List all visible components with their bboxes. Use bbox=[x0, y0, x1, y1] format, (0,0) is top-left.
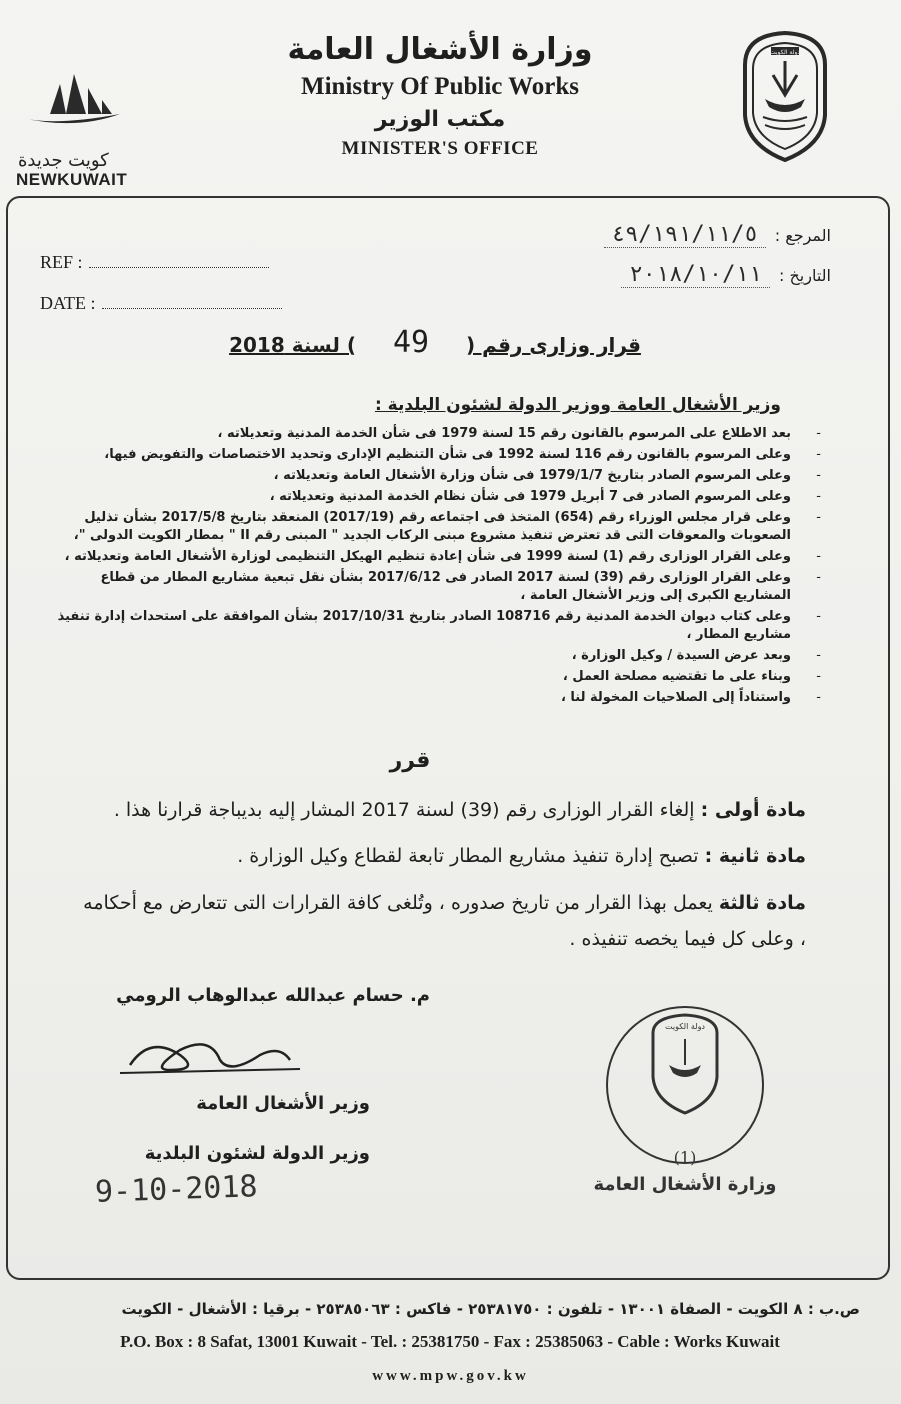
clause-item: - وعلى المرسوم الصادر فى 7 أبريل 1979 فى شأن نظام الخدمة المدنية وتعديلاته ، bbox=[41, 488, 801, 506]
ministry-stamp bbox=[565, 1005, 805, 1205]
handwritten-date: 9-10-2018 bbox=[94, 1169, 259, 1210]
ref-label-ar: المرجع : bbox=[774, 226, 831, 245]
decision-title bbox=[200, 325, 670, 360]
article-label: مادة ثالثة bbox=[718, 892, 806, 914]
article-text: يعمل بهذا القرار من تاريخ صدوره ، وتُلغى كافة القرارات التى تتعارض مع أحكامه ، وعلى كل فيما يخصه تنفيذه . bbox=[83, 892, 806, 950]
ministry-name-ar: وزارة الأشغال العامة bbox=[287, 32, 593, 67]
footer-english: P.O. Box : 8 Safat, 13001 Kuwait - Tel. : 25381750 - Fax : 25385063 - Cable : Works Kuwait bbox=[120, 1332, 780, 1351]
signer-name: م. حسام عبدالله عبدالوهاب الرومي bbox=[116, 985, 430, 1006]
emblem-top-label: دولة الكويت bbox=[770, 49, 800, 56]
article-label: مادة أولى : bbox=[700, 799, 806, 821]
ministry-name-en: Ministry Of Public Works bbox=[300, 73, 580, 100]
signer-title-2: وزير الدولة لشئون البلدية bbox=[144, 1143, 370, 1164]
decision-prefix: قرار وزارى رقم ( bbox=[466, 333, 641, 357]
article-one bbox=[76, 792, 806, 828]
logo-arabic-text: كويت جديدة bbox=[18, 150, 109, 171]
ref-arabic bbox=[604, 222, 831, 248]
clause-item: - وبعد عرض السيدة / وكيل الوزارة ، bbox=[41, 647, 801, 665]
stamp-top-label: دولة الكويت bbox=[665, 1022, 705, 1031]
article-text: تصبح إدارة تنفيذ مشاريع المطار تابعة لقطاع وكيل الوزارة . bbox=[237, 845, 699, 867]
article-three bbox=[76, 885, 806, 957]
footer-website: www.mpw.gov.kw bbox=[372, 1368, 529, 1384]
clause-item: - وعلى القرار الوزارى رقم (39) لسنة 2017 الصادر فى 2017/6/12 بشأن نقل تبعية مشاريع المطار من قطاع المشاريع الكبرى إلى وزير الأشغال العامة ، bbox=[41, 569, 801, 605]
date-label-ar: التاريخ : bbox=[778, 266, 831, 285]
ref-english: REF : bbox=[40, 252, 269, 273]
clause-item: - وعلى المرسوم الصادر بتاريخ 1979/1/7 فى شأن وزارة الأشغال العامة وتعديلاته ، bbox=[41, 467, 801, 485]
handwritten-signature bbox=[110, 1025, 310, 1085]
decision-heading: قرر bbox=[389, 748, 431, 773]
date-arabic bbox=[621, 262, 831, 288]
article-text: إلغاء القرار الوزارى رقم (39) لسنة 2017 المشار إليه بديباجة قرارنا هذا . bbox=[113, 799, 695, 821]
ref-label-en: REF bbox=[40, 252, 74, 272]
date-english: DATE : bbox=[40, 293, 282, 314]
kuwait-emblem-icon bbox=[735, 25, 835, 165]
date-label-en: DATE bbox=[40, 293, 86, 313]
date-dotted-line bbox=[102, 294, 282, 309]
date-value: ٢٠١٨/١٠/١١ bbox=[621, 262, 769, 288]
footer-arabic: ص.ب : ٨ الكويت - الصفاة ١٣٠٠١ - تلفون : ٢٥٣٨١٧٥٠ - فاكس : ٢٥٣٨٥٠٦٣ - برقيا : الأشغال - الكويت bbox=[121, 1300, 860, 1318]
dhow-sail-icon bbox=[16, 50, 126, 150]
clause-item: - وعلى القرار الوزارى رقم (1) لسنة 1999 فى شأن إعادة تنظيم الهيكل التنظيمى لوزارة الأشغال العامة وتعديلاته ، bbox=[41, 548, 801, 566]
signer-title-1: وزير الأشغال العامة bbox=[196, 1093, 370, 1114]
letterhead bbox=[260, 30, 620, 162]
clause-item: - بعد الاطلاع على المرسوم بالقانون رقم 15 لسنة 1979 فى شأن الخدمة المدنية وتعديلاته ، bbox=[41, 425, 801, 443]
ref-value: ٤٩/١٩١/١١/٥ bbox=[604, 222, 766, 248]
minister-heading: وزير الأشغال العامة ووزير الدولة لشئون البلدية : bbox=[374, 395, 781, 415]
clause-item: - واستناداً إلى الصلاحيات المخولة لنا ، bbox=[41, 689, 801, 707]
office-name-ar: مكتب الوزير bbox=[374, 107, 506, 132]
decision-number: 49 bbox=[392, 325, 430, 360]
preamble-clauses bbox=[41, 425, 801, 710]
clause-item: - وعلى قرار مجلس الوزراء رقم (654) المتخذ فى اجتماعه رقم (2017/19) المنعقد بتاريخ 2017/5/8 بشأن تذليل الصعوبات والمعوقات التى قد تعترض تنفيذ مشروع مبنى الركاب الجديد " المبنى رقم II " بمطار الكويت الدولى "، bbox=[41, 509, 801, 545]
ref-dotted-line bbox=[89, 253, 269, 268]
clause-item: - وبناء على ما تقتضيه مصلحة العمل ، bbox=[41, 668, 801, 686]
article-two bbox=[76, 838, 806, 874]
office-name-en: MINISTER'S OFFICE bbox=[341, 138, 539, 159]
decision-suffix: ) لسنة 2018 bbox=[229, 333, 356, 357]
stamp-number: (1) bbox=[673, 1148, 697, 1167]
logo-english-text: NEWKUWAIT bbox=[16, 170, 128, 189]
article-label: مادة ثانية : bbox=[704, 845, 806, 867]
clause-item: - وعلى المرسوم بالقانون رقم 116 لسنة 1992 فى شأن التنظيم الإدارى وتحديد الاختصاصات والتفويض فيها، bbox=[41, 446, 801, 464]
stamp-ring-text: وزارة الأشغال العامة bbox=[593, 1174, 777, 1195]
newkuwait-logo bbox=[8, 50, 133, 190]
clause-item: - وعلى كتاب ديوان الخدمة المدنية رقم 108716 الصادر بتاريخ 2017/10/31 بشأن الموافقة على استحداث إدارة تنفيذ مشاريع المطار ، bbox=[41, 608, 801, 644]
